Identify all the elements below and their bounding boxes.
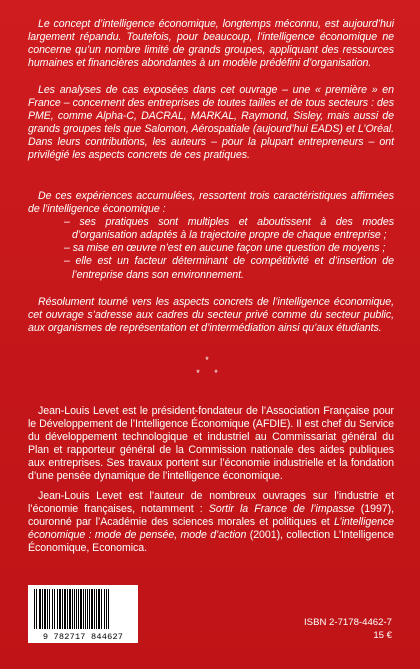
barcode-bar: [57, 589, 58, 629]
paragraph-intro: [28, 18, 394, 70]
barcode-bars: [28, 585, 138, 631]
barcode-bar: [52, 589, 53, 629]
paragraph-audience-block: [28, 296, 394, 335]
paragraph-cases-block: [28, 84, 394, 163]
barcode-digits: 9 782717 844627: [42, 632, 124, 642]
barcode: [28, 585, 138, 643]
barcode-bar: [62, 589, 63, 629]
barcode-bar: [49, 589, 50, 629]
barcode-bar: [47, 589, 48, 629]
list-item: – ses pratiques sont multiples et aboutissent à des modes d’organisation adaptés à la trajectoire propre de chaque entreprise ;: [64, 216, 394, 242]
barcode-bar: [98, 589, 100, 629]
barcode-bar: [80, 589, 82, 629]
barcode-bar: [69, 589, 71, 629]
barcode-bar: [85, 589, 86, 629]
barcode-bar: [94, 589, 95, 629]
barcode-bar: [89, 589, 90, 629]
barcode-bar: [104, 589, 105, 629]
author-works: [28, 490, 394, 555]
author-works-text: (2001), collection L’Intelligence Économique, Economica.: [28, 529, 394, 555]
book-title-2: L’intelligence économique : mode de pensée, mode d’action: [28, 516, 394, 542]
characteristics-list: [28, 216, 394, 281]
barcode-bar: [64, 589, 66, 629]
book-title-1: Sortir la France de l’impasse: [208, 503, 355, 516]
author-bio-block: [28, 405, 394, 484]
barcode-bar: [59, 589, 61, 629]
separator-stars-bottom: * *: [196, 368, 224, 378]
paragraph-concept: Le concept d’intelligence économique, longtemps méconnu, est aujourd’hui largement répandu. Toutefois, pour beaucoup, l’intelligence économique ne concerne qu’un nombre limité de grands groupes, appliquant des ressources humaines et financières abondantes à un modèle prédéfini d’organisation.: [28, 18, 394, 70]
barcode-bar: [42, 589, 43, 629]
barcode-bar: [108, 589, 109, 629]
price: 15 €: [373, 630, 392, 641]
barcode-bar: [76, 589, 77, 629]
barcode-bar: [72, 589, 73, 629]
barcode-bar: [67, 589, 68, 629]
paragraph-audience: Résolument tourné vers les aspects concrets de l’intelligence économique, cet ouvrage s’adresse aux cadres du secteur privé comme du secteur public, aux organismes de représentation et d’intermédiation ainsi qu’aux étudiants.: [28, 296, 394, 335]
barcode-bar: [34, 589, 35, 629]
barcode-bar: [74, 589, 75, 629]
barcode-bar: [101, 589, 102, 629]
barcode-bar: [87, 589, 88, 629]
separator-stars-top: *: [205, 355, 215, 365]
barcode-bar: [91, 589, 93, 629]
author-works-text: (1997), couronné par l’Académie des sciences morales et politiques et: [28, 503, 395, 529]
paragraph-cases: Les analyses de cas exposées dans cet ouvrage – une « première » en France – concernent des entreprises de toutes tailles et de tous secteurs : des PME, comme Alpha-C, DACRAL, MARKAL, Raymond, Sisley, mais aussi de grands groupes tels que Salomon, Aérospatiale (aujourd’hui EADS) et L’Oréal. Dans leurs contributions, les auteurs – pour la plupart entrepreneurs – ont privilégié les aspects concrets de ces pratiques.: [28, 84, 394, 162]
paragraph-characteristics-intro: De ces expériences accumulées, ressortent trois caractéristiques affirmées de l’intelligence économique :: [28, 190, 394, 216]
author-bio: Jean-Louis Levet est le président-fondateur de l’Association Française pour le Développement de l’Intelligence Économique (AFDIE). Il est chef du Service du développement technologique et industriel au Commissariat général du Plan et rapporteur général de la Commission nationale des aides publiques aux entreprises. Ses travaux portent sur l’économie industrielle et la fondation d’une pensée dynamique de l’intelligence économique.: [28, 405, 394, 483]
barcode-bar: [36, 589, 37, 629]
barcode-bar: [96, 589, 97, 629]
barcode-bar: [83, 589, 84, 629]
author-works-block: [28, 490, 394, 555]
barcode-bar: [39, 589, 41, 629]
list-item: – sa mise en œuvre n’est en aucune façon une question de moyens ;: [64, 242, 386, 255]
author-works-text: Jean-Louis Levet est l’auteur de nombreux ouvrages sur l’industrie et l’économie françaises, notamment :: [28, 490, 394, 516]
barcode-bar: [44, 589, 46, 629]
barcode-bar: [106, 589, 107, 629]
isbn: ISBN 2-7178-4462-7: [304, 617, 392, 628]
list-item: – elle est un facteur déterminant de compétitivité et d’insertion de l’entreprise dans son environnement.: [64, 255, 394, 281]
paragraph-characteristics-block: [28, 190, 394, 282]
barcode-bar: [54, 589, 55, 629]
barcode-bar: [78, 589, 79, 629]
